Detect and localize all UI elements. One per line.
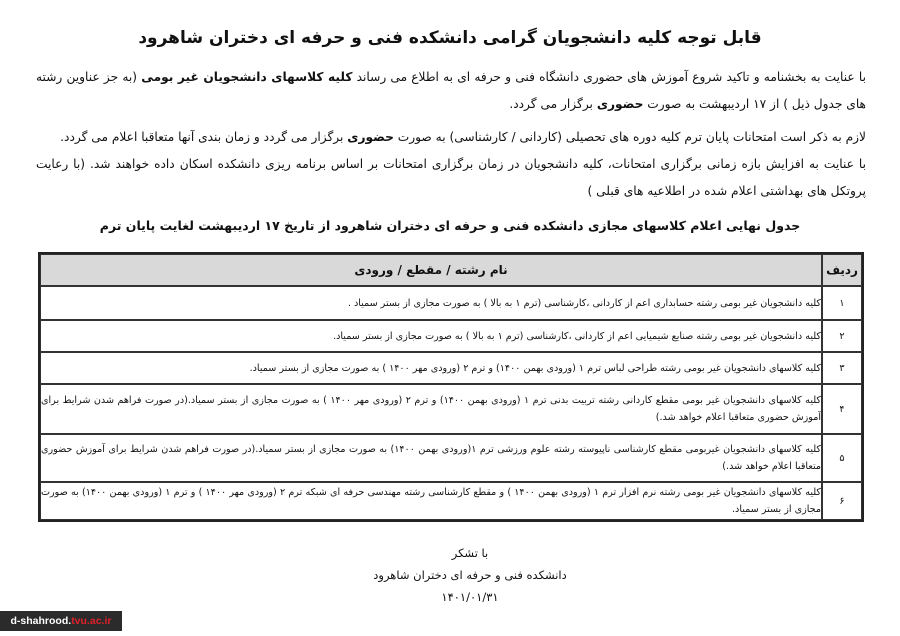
table-row xyxy=(40,434,862,482)
paragraph2-bold-a: حضوری xyxy=(347,130,394,144)
row-description: کلیه کلاسهای دانشجویان غیر بومی رشته طراحی لباس ترم ۱ (ورودی بهمن ۱۴۰۰) و ترم ۲ (ورودی مهر ۱۴۰۰ ) به صورت مجازی از بستر سمیاد. xyxy=(40,352,822,384)
header-row-number: ردیف xyxy=(822,254,862,286)
table-row xyxy=(40,320,862,352)
paragraph-in-person-classes xyxy=(36,64,866,118)
paragraph2-text-a: لازم به ذکر است امتحانات پایان ترم کلیه دوره های تحصیلی (کاردانی / کارشناسی) به صورت xyxy=(393,130,866,144)
table-row xyxy=(40,482,862,520)
table-title: جدول نهایی اعلام کلاسهای مجازی دانشکده فنی و حرفه ای دختران شاهرود از تاریخ ۱۷ اردیبهشت لغایت پایان ترم xyxy=(99,218,801,233)
paragraph1-bold-a: کلیه کلاسهای دانشجویان غیر بومی xyxy=(141,70,353,84)
announcement-title: قابل توجه کلیه دانشجویان گرامی دانشکده فنی و حرفه ای دختران شاهرود xyxy=(138,28,762,48)
table-row xyxy=(40,352,862,384)
signature-institution: دانشکده فنی و حرفه ای دختران شاهرود xyxy=(373,568,567,582)
paragraph1-text-c: برگزار می گردد. xyxy=(509,97,597,111)
table-row xyxy=(40,286,862,320)
paragraph-exams xyxy=(36,124,866,205)
domain-main: d-shahrood. xyxy=(10,615,72,627)
signature-thanks: با تشکر xyxy=(451,546,489,560)
site-domain-badge[interactable] xyxy=(0,611,122,631)
paragraph2-text-b: برگزار می گردد و زمان بندی آنها متعاقبا اعلام می گردد. xyxy=(60,130,348,144)
row-number: ۴ xyxy=(822,384,862,434)
row-description: کلیه کلاسهای دانشجویان غیربومی مقطع کارشناسی ناپیوسته رشته علوم ورزشی ترم ۱(ورودی بهمن ۱۴۰۰) به صورت مجازی از بستر سمیاد.(در صورت فراهم شدن شرایط برای آموزش حضوری متعاقبا اعلام خواهد شد.) xyxy=(40,434,822,482)
row-description: کلیه کلاسهای دانشجویان غیر بومی رشته نرم افزار ترم ۱ (ورودی بهمن ۱۴۰۰ ) و مقطع کارشناسی رشته مهندسی حرفه ای شبکه ترم ۲ (ورودی مهر ۱۴۰۰ ) و ترم ۱ (ورودی بهمن ۱۴۰۰) به صورت مجازی از بستر سمیاد. xyxy=(40,482,822,520)
row-description: کلیه دانشجویان غیر بومی رشته حسابداری اعم از کاردانی ،کارشناسی (ترم ۱ به بالا ) به صورت مجازی از بستر سمیاد . xyxy=(40,286,822,320)
row-description: کلیه دانشجویان غیر بومی رشته صنایع شیمیایی اعم از کاردانی ،کارشناسی (ترم ۱ به بالا ) به صورت مجازی از بستر سمیاد. xyxy=(40,320,822,352)
table-header-row xyxy=(40,254,862,286)
paragraph1-text-b: (به جز عناوین رشته های جدول ذیل ) از ۱۷ اردیبهشت به صورت xyxy=(36,70,866,111)
virtual-classes-table xyxy=(38,252,864,522)
row-number: ۳ xyxy=(822,352,862,384)
paragraph2-text-c: با عنایت به افزایش بازه زمانی برگزاری امتحانات، کلیه دانشجویان در زمان برگزاری امتحانات بر اساس برنامه ریزی دانشکده اسکان داده خواهند شد. (با رعایت پروتکل های بهداشتی اعلام شده در اطلاعیه های قبلی ) xyxy=(36,157,866,198)
paragraph1-text-a: با عنایت به بخشنامه و تاکید شروع آموزش های حضوری دانشگاه فنی و حرفه ای به اطلاع می رساند xyxy=(352,70,867,84)
row-number: ۵ xyxy=(822,434,862,482)
row-number: ۲ xyxy=(822,320,862,352)
signature-date: ۱۴۰۱/۰۱/۳۱ xyxy=(441,590,499,604)
row-description: کلیه کلاسهای دانشجویان غیر بومی مقطع کاردانی رشته تربیت بدنی ترم ۱ (ورودی بهمن ۱۴۰۰) و ترم ۲ (ورودی مهر ۱۴۰۰ ) به صورت مجازی از بستر سمیاد.(در صورت فراهم شدن شرایط برای آموزش حضوری متعاقبا اعلام خواهد شد.) xyxy=(40,384,822,434)
table-row xyxy=(40,384,862,434)
header-field-name: نام رشته / مقطع / ورودی xyxy=(40,254,822,286)
domain-accent: tvu.ac.ir xyxy=(71,615,112,627)
paragraph1-bold-b: حضوری xyxy=(596,97,644,111)
row-number: ۱ xyxy=(822,286,862,320)
row-number: ۶ xyxy=(822,482,862,520)
